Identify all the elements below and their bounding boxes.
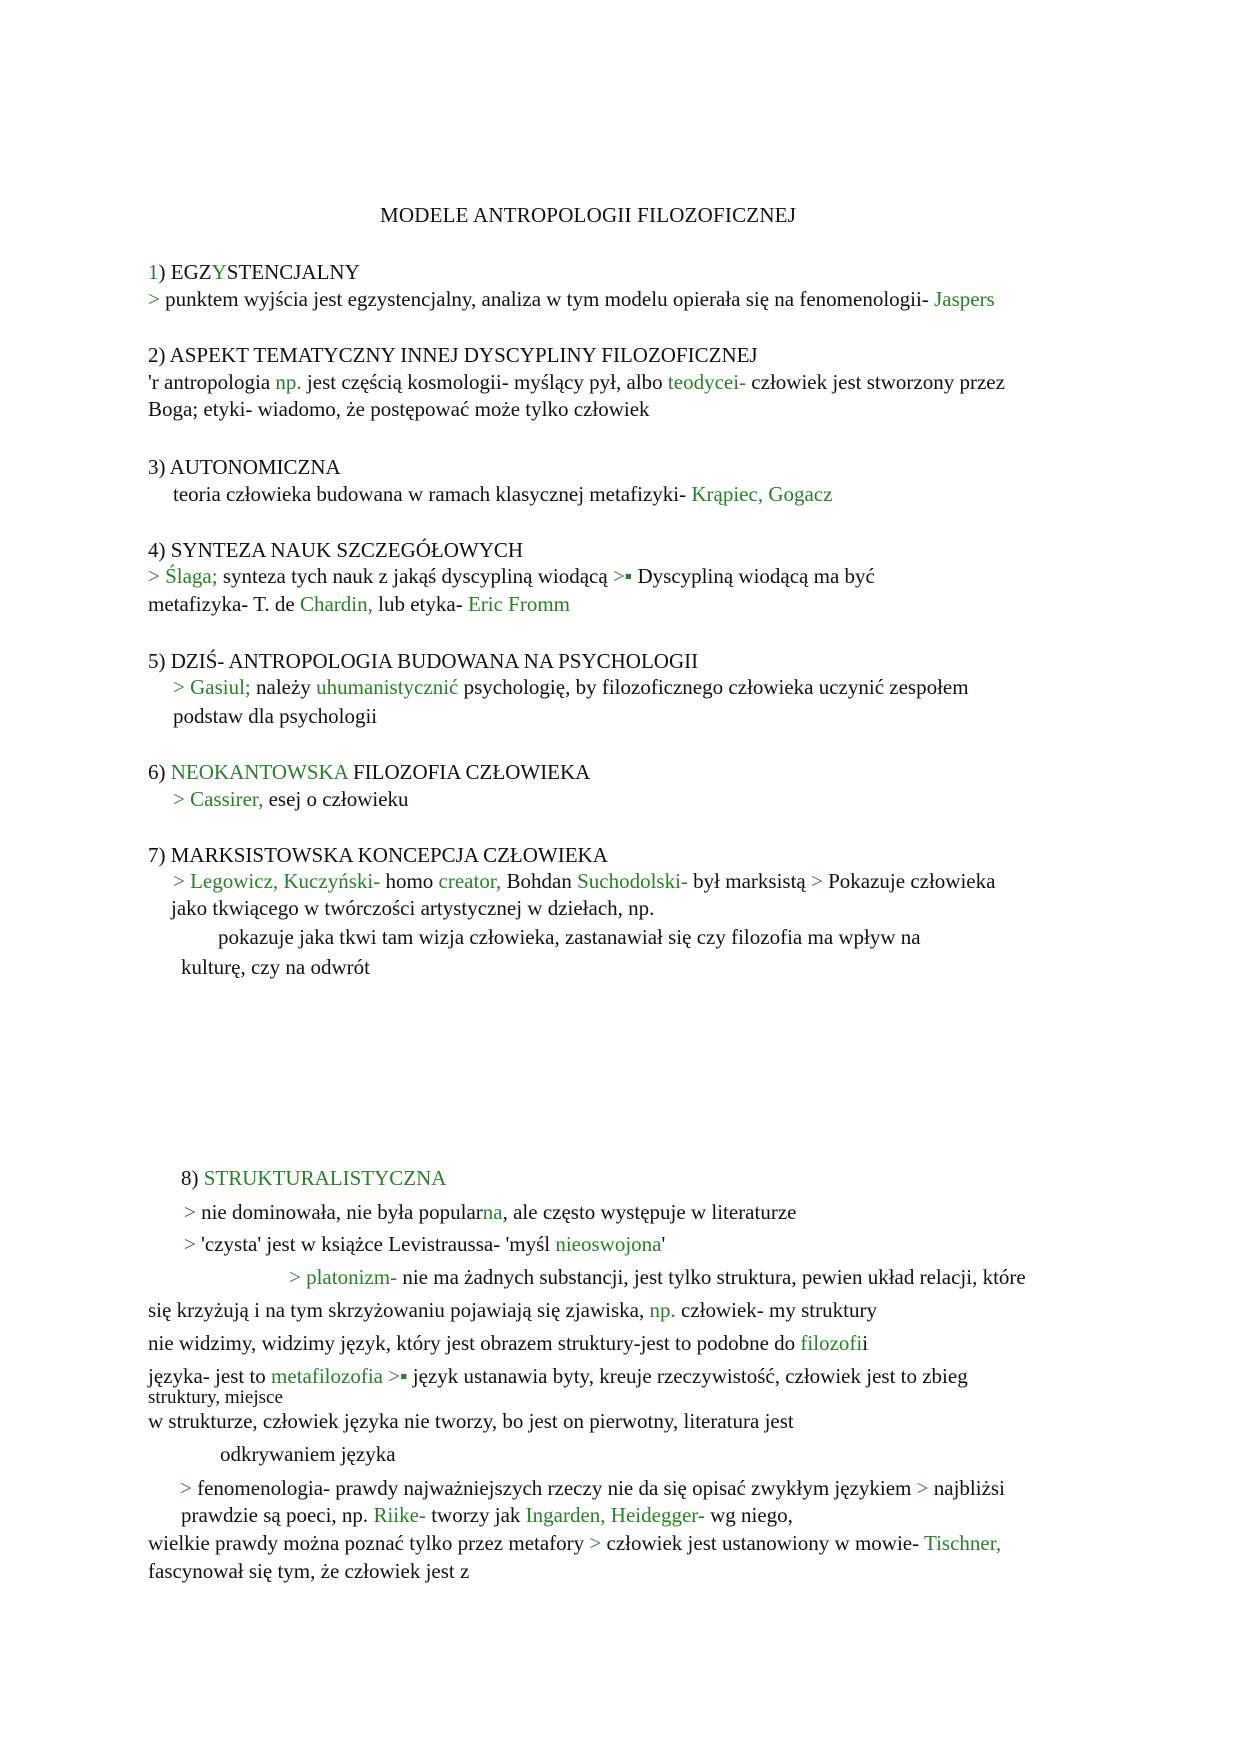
section-4-heading: 4) SYNTEZA NAUK SZCZEGÓŁOWYCH — [148, 538, 524, 562]
section-4-text-d: lub etyka- — [372, 592, 468, 616]
section-8-line-12 — [148, 1530, 1001, 1556]
section-7-line-1 — [173, 868, 995, 894]
section-1-heading-y: Y — [211, 260, 227, 284]
section-6-line-1 — [173, 786, 409, 812]
section-3-authors: Krąpiec, Gogacz — [691, 482, 833, 506]
section-8-line-6 — [148, 1363, 968, 1389]
section-8-green-11b: Ingarden, Heidegger- — [525, 1503, 705, 1527]
section-1-number: 1 — [148, 260, 159, 284]
section-8-text-4a: się krzyżują i na tym skrzyżowaniu pojawiają się zjawiska, — [148, 1298, 650, 1322]
section-2-heading: 2) ASPEKT TEMATYCZNY INNEJ DYSCYPLINY FILOZOFICZNEJ — [148, 343, 758, 367]
section-6-number: 6) — [148, 760, 171, 784]
section-8-green-4: np. — [649, 1298, 676, 1322]
section-8-text-12b: człowiek jest ustanowiony w mowie- — [601, 1531, 924, 1555]
section-8-text-1a: nie dominowała, nie była popular — [195, 1200, 483, 1224]
section-4-line-1 — [148, 563, 875, 589]
section-7-green-3: Suchodolski- — [577, 869, 688, 893]
section-4-text-b: Dyscypliną wiodącą ma być — [632, 564, 875, 588]
arrow-marker: > — [184, 1232, 196, 1256]
section-2-green-2: teodycei- — [667, 370, 747, 394]
section-8-heading — [181, 1165, 446, 1191]
section-8-line-9: odkrywaniem języka — [220, 1442, 396, 1466]
section-8-line-4 — [148, 1297, 877, 1323]
section-4-line-2 — [148, 591, 570, 617]
section-8-text-5b: i — [862, 1331, 869, 1355]
section-8-text-3a: nie ma żadnych substancji, jest tylko struktura, pewien układ relacji, które — [397, 1265, 1026, 1289]
section-8-green-3: > platonizm- — [289, 1265, 398, 1289]
section-8-line-3 — [289, 1264, 1026, 1290]
section-1-heading-a: ) EGZ — [158, 260, 212, 284]
section-7-heading: 7) MARKSISTOWSKA KONCEPCJA CZŁOWIEKA — [148, 843, 608, 867]
section-2-green-1: np. — [275, 370, 302, 394]
section-1-heading-b: STENCJALNY — [226, 260, 360, 284]
section-6-green: > Cassirer, — [173, 787, 264, 811]
section-7-green-4: > — [811, 869, 823, 893]
section-8-line-8: w strukturze, człowiek języka nie tworzy, bo jest on pierwotny, literatura jest — [148, 1409, 794, 1433]
section-8-text-4b: człowiek- my struktury — [675, 1298, 877, 1322]
arrow-marker: > — [180, 1476, 192, 1500]
section-8-text-6b: język ustanawia byty, kreuje rzeczywistość, człowiek jest to zbieg — [407, 1364, 968, 1388]
section-2-line-1 — [148, 369, 1005, 395]
author-jaspers: Jaspers — [934, 287, 995, 311]
section-8-line-11 — [181, 1502, 793, 1528]
section-8-line-10 — [180, 1475, 1005, 1501]
section-5-line-2: podstaw dla psychologii — [173, 704, 378, 728]
section-8-green-5: filozofi — [800, 1331, 863, 1355]
section-7-line-4: kulturę, czy na odwrót — [181, 955, 370, 979]
section-7-green-2: creator, — [438, 869, 502, 893]
section-4-green-4: Eric Fromm — [467, 592, 571, 616]
section-3-line-1 — [173, 481, 832, 507]
section-8-line-7: struktury, miejsce — [148, 1387, 283, 1408]
section-7-green-1: > Legowicz, Kuczyński- — [173, 869, 381, 893]
section-8-green-1: na — [482, 1200, 503, 1224]
section-3-heading: 3) AUTONOMICZNA — [148, 455, 341, 479]
section-4-green-2: >▪ — [612, 564, 633, 588]
section-8-text-11a: prawdzie są poeci, np. — [181, 1503, 374, 1527]
section-8-green-2: nieoswojona — [555, 1232, 662, 1256]
section-7-line-2: jako tkwiącego w twórczości artystycznej w dziełach, np. — [171, 896, 655, 920]
section-6-heading-green: NEOKANTOWSKA — [170, 760, 348, 784]
arrow-marker: > — [148, 287, 160, 311]
section-8-number: 8) — [181, 1166, 204, 1190]
section-8-text-2b: ' — [661, 1232, 666, 1256]
section-8-heading-green: STRUKTURALISTYCZNA — [203, 1166, 447, 1190]
section-4-text-c: metafizyka- T. de — [148, 592, 300, 616]
section-2-text-b: jest częścią kosmologii- myślący pył, albo — [301, 370, 668, 394]
section-8-line-2 — [184, 1231, 665, 1257]
page-title: MODELE ANTROPOLOGII FILOZOFICZNEJ — [380, 203, 797, 227]
section-5-green-2: uhumanistycznić — [316, 675, 459, 699]
section-8-line-1 — [184, 1199, 796, 1225]
section-1-text: punktem wyjścia jest egzystencjalny, analiza w tym modelu opierała się na fenomenologii- — [159, 287, 935, 311]
section-5-heading: 5) DZIŚ- ANTROPOLOGIA BUDOWANA NA PSYCHOLOGII — [148, 649, 699, 673]
section-5-text-b: psychologię, by filozoficznego człowieka uczynić zespołem — [458, 675, 969, 699]
section-6-heading-b: FILOZOFIA CZŁOWIEKA — [347, 760, 591, 784]
section-1-heading — [148, 259, 360, 285]
section-5-line-1 — [173, 674, 969, 700]
section-8-text-12a: wielkie prawdy można poznać tylko przez metafory — [148, 1531, 590, 1555]
section-7-text-d: Pokazuje człowieka — [822, 869, 996, 893]
section-4-green-3: Chardin, — [299, 592, 373, 616]
section-8-line-5 — [148, 1330, 868, 1356]
section-6-text: esej o człowieku — [263, 787, 409, 811]
section-8-text-10b: najbliżsi — [928, 1476, 1005, 1500]
arrow-marker: > — [589, 1531, 602, 1555]
section-3-text: teoria człowieka budowana w ramach klasycznej metafizyki- — [173, 482, 692, 506]
section-2-text-c: człowiek jest stworzony przez — [746, 370, 1005, 394]
section-7-line-3: pokazuje jaka tkwi tam wizja człowieka, zastanawiał się czy filozofia ma wpływ na — [218, 925, 921, 949]
section-5-green-1: > Gasiul; — [173, 675, 251, 699]
section-5-text-a: należy — [250, 675, 317, 699]
author-tischner: Tischner, — [923, 1531, 1002, 1555]
section-8-green-11a: Riike- — [373, 1503, 426, 1527]
section-8-text-5a: nie widzimy, widzimy język, który jest obrazem struktury-jest to podobne do — [148, 1331, 801, 1355]
section-8-green-6: metafilozofia >▪ — [271, 1364, 408, 1388]
section-7-text-a: homo — [380, 869, 439, 893]
section-8-text-10a: fenomenologia- prawdy najważniejszych rzeczy nie da się opisać zwykłym językiem — [191, 1476, 917, 1500]
section-8-text-6a: języka- jest to — [148, 1364, 272, 1388]
section-4-text-a: synteza tych nauk z jakąś dyscypliną wiodącą — [217, 564, 613, 588]
section-8-text-2a: 'czysta' jest w książce Levistraussa- 'myśl — [195, 1232, 556, 1256]
section-2-text-a: 'r antropologia — [148, 370, 276, 394]
arrow-marker: > — [916, 1476, 929, 1500]
section-6-heading — [148, 759, 590, 785]
section-8-line-13: fascynował się tym, że człowiek jest z — [148, 1559, 470, 1583]
section-7-text-c: był marksistą — [687, 869, 811, 893]
section-8-text-11c: wg niego, — [704, 1503, 793, 1527]
section-8-text-1b: , ale często występuje w literaturze — [502, 1200, 797, 1224]
section-7-text-b: Bohdan — [501, 869, 578, 893]
arrow-marker: > — [184, 1200, 196, 1224]
section-2-line-2: Boga; etyki- wiadomo, że postępować może tylko człowiek — [148, 397, 650, 421]
section-1-line-1 — [148, 286, 995, 312]
section-8-text-11b: tworzy jak — [425, 1503, 526, 1527]
section-4-green-1: > Ślaga; — [148, 564, 218, 588]
